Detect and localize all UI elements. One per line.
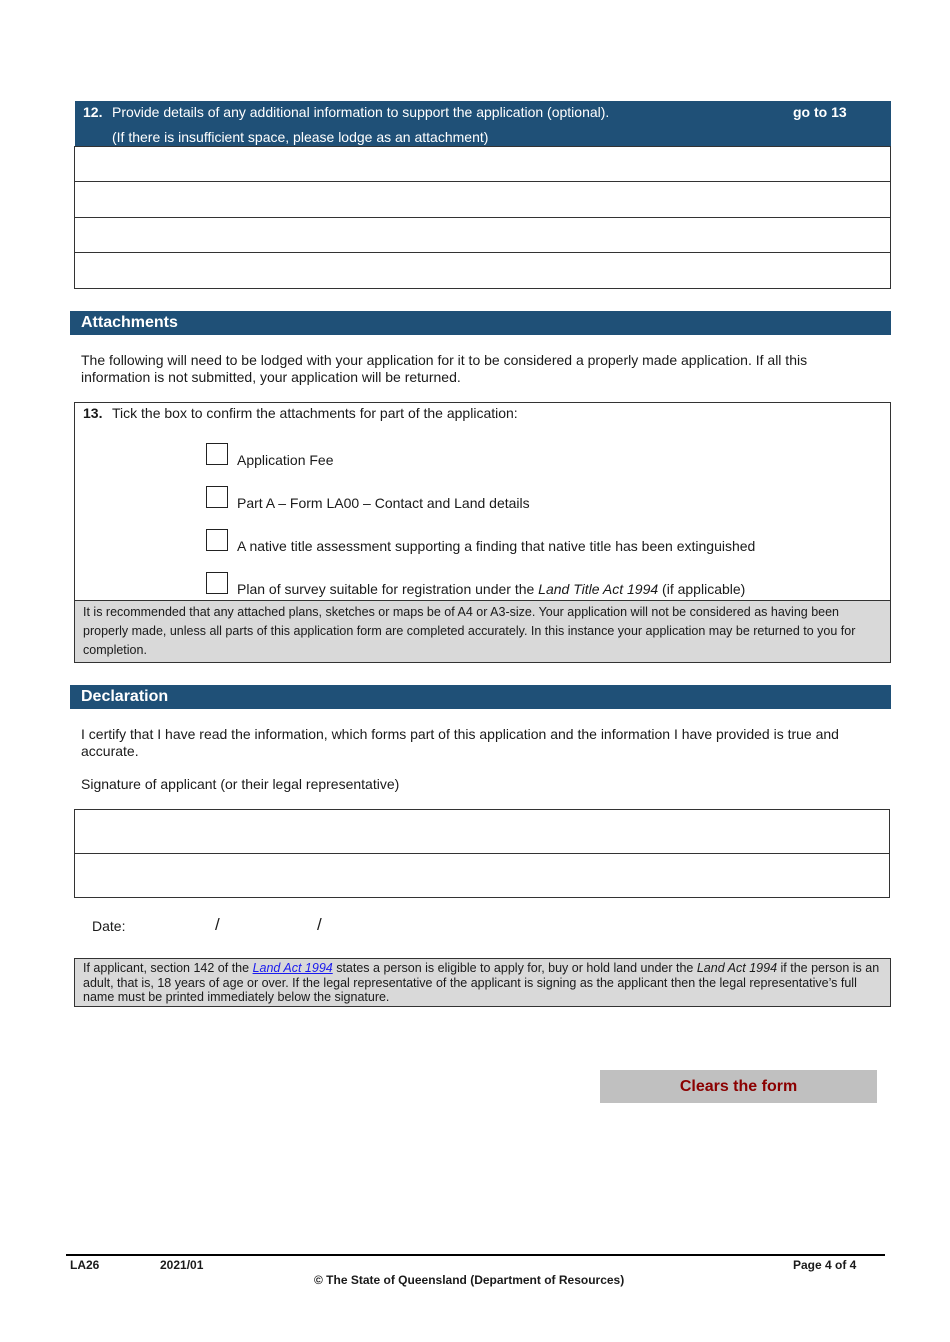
act-title: Land Title Act 1994 xyxy=(538,581,659,597)
signature-label: Signature of applicant (or their legal representative) xyxy=(81,776,400,792)
checkbox-plan-of-survey[interactable] xyxy=(206,572,228,594)
checkbox-native-title[interactable] xyxy=(206,529,228,551)
date-separator-2: / xyxy=(317,915,322,934)
attachments-intro: The following will need to be lodged with your application for it to be considered a properly made application. If all this information is not submitted, your application will be returned. xyxy=(81,352,808,385)
label-plan-of-survey: Plan of survey suitable for registration under the Land Title Act 1994 (if applicable) xyxy=(237,581,746,597)
q12-number: 12. xyxy=(83,104,103,120)
declaration-section-title: Declaration xyxy=(70,685,891,709)
q13-question: Tick the box to confirm the attachments for part of the application: xyxy=(112,405,518,421)
label-part-a: Part A – Form LA00 – Contact and Land details xyxy=(237,495,530,511)
signature-table xyxy=(74,809,890,898)
footer-form-code: LA26 xyxy=(70,1258,100,1272)
footer-divider xyxy=(66,1254,885,1256)
declaration-text: I certify that I have read the information, which forms part of this application and the information I have provided is true and accurate. xyxy=(81,726,839,759)
checkbox-application-fee[interactable] xyxy=(206,443,228,465)
q12-details-line-3[interactable] xyxy=(75,218,890,253)
q12-question: Provide details of any additional information to support the application (optional). xyxy=(112,104,610,120)
checkbox-part-a[interactable] xyxy=(206,486,228,508)
q13-number: 13. xyxy=(83,405,103,421)
signature-name-field[interactable] xyxy=(75,854,889,897)
q13-box xyxy=(74,402,891,663)
attachments-section-title: Attachments xyxy=(70,311,891,335)
footer-copyright: © The State of Queensland (Department of Resources) xyxy=(314,1273,625,1287)
q13-note: It is recommended that any attached plans, sketches or maps be of A4 or A3-size. Your application will not be considered as having been properly made, unless all parts of this application form are completed accurately. In this instance your application may be returned to you for completion. xyxy=(75,600,890,662)
footer-page-number: Page 4 of 4 xyxy=(793,1258,857,1272)
label-native-title: A native title assessment supporting a finding that native title has been extinguished xyxy=(237,538,756,554)
q12-details-line-4[interactable] xyxy=(75,253,890,288)
legal-note: If applicant, section 142 of the Land Act 1994 states a person is eligible to apply for, buy or hold land under the Land Act 1994 if the person is an adult, that is, 18 years of age or over. If the legal representative of the applicant is signing as the applicant then the legal representative’s full name must be printed immediately below the signature. xyxy=(74,958,891,1007)
footer-version: 2021/01 xyxy=(160,1258,204,1272)
clear-form-button[interactable]: Clears the form xyxy=(600,1070,877,1103)
date-label: Date: xyxy=(92,918,126,934)
q12-details-line-2[interactable] xyxy=(75,182,890,217)
label-application-fee: Application Fee xyxy=(237,452,334,468)
land-act-link[interactable]: Land Act 1994 xyxy=(252,961,333,975)
date-separator-1: / xyxy=(215,915,220,934)
q12-subtext: (If there is insufficient space, please lodge as an attachment) xyxy=(112,129,489,145)
q12-header xyxy=(75,101,891,146)
q12-details-line-1[interactable] xyxy=(75,147,890,182)
q12-goto: go to 13 xyxy=(793,104,847,120)
signature-field[interactable] xyxy=(75,810,889,854)
q12-details-table xyxy=(74,146,891,289)
